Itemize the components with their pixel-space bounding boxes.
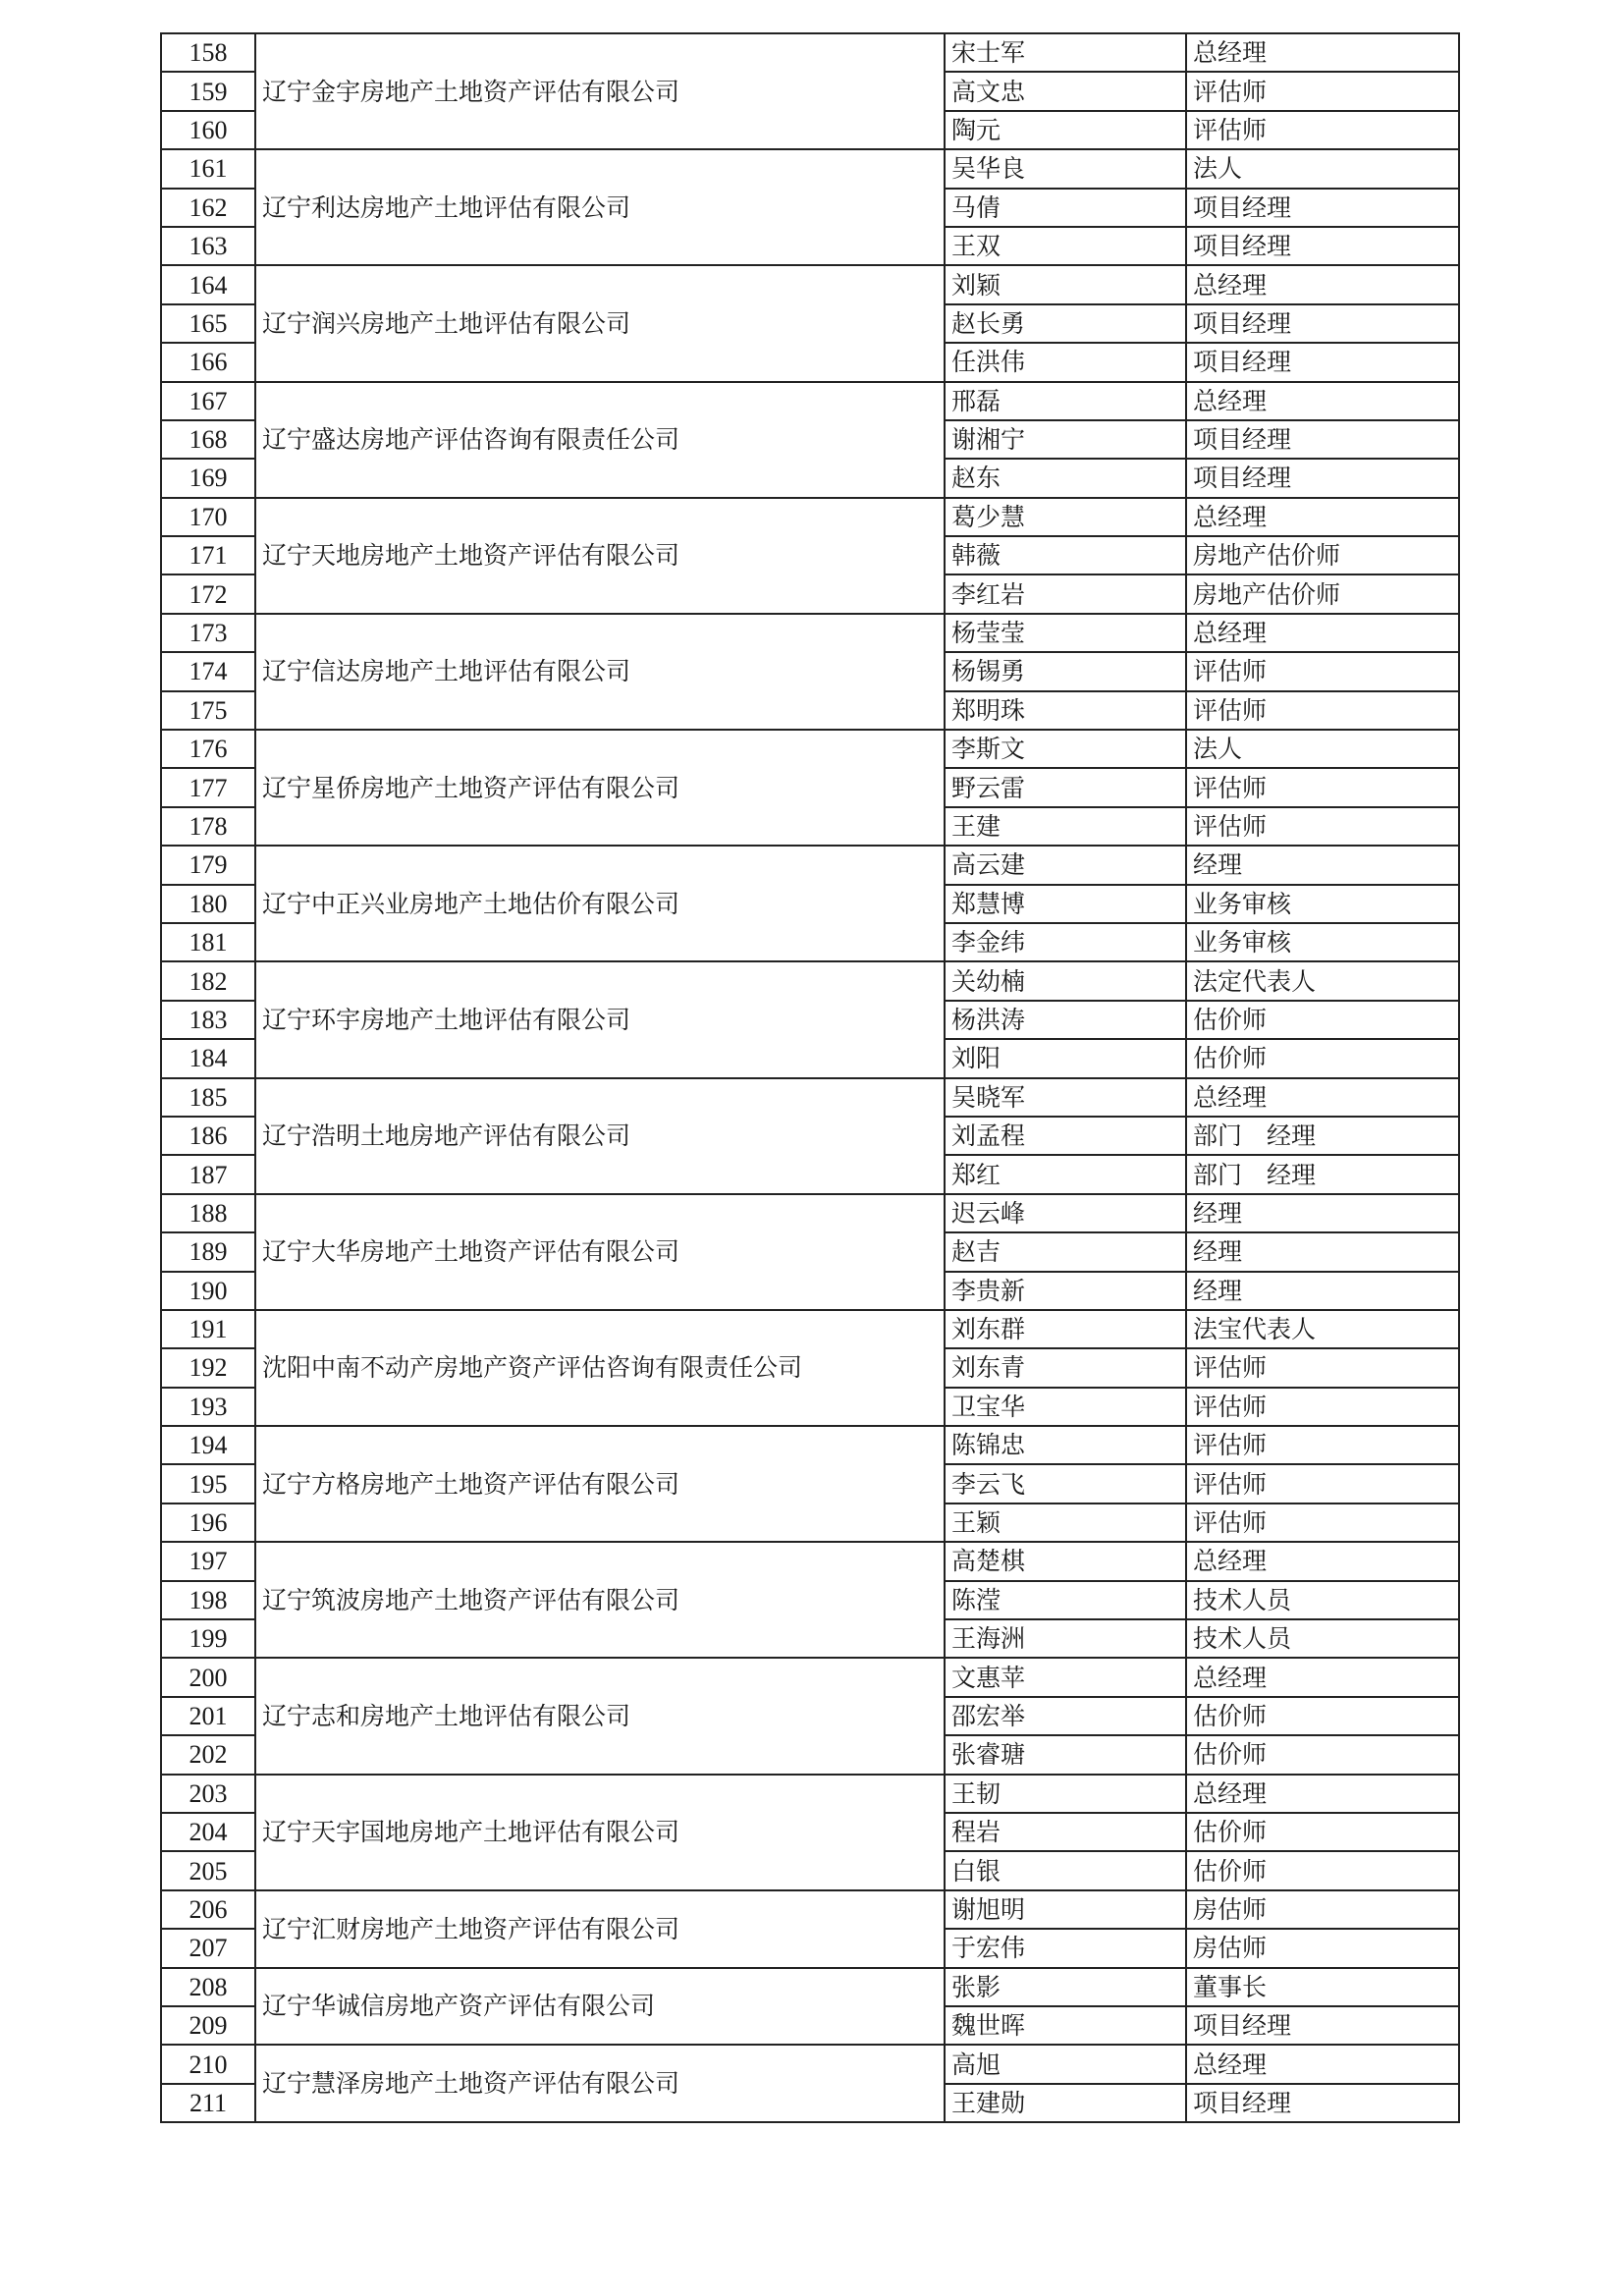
person-name: 王建勋 [945,2084,1186,2122]
row-number: 196 [161,1503,255,1542]
company-name: 辽宁汇财房地产土地资产评估有限公司 [255,1890,945,1968]
position: 评估师 [1186,111,1459,149]
table-row [161,265,1459,303]
person-name: 关幼楠 [945,961,1186,1000]
person-name: 马倩 [945,189,1186,227]
company-name: 辽宁浩明土地房地产评估有限公司 [255,1078,945,1194]
position: 部门 经理 [1186,1117,1459,1155]
row-number: 197 [161,1542,255,1580]
position: 总经理 [1186,382,1459,420]
person-name: 高云建 [945,846,1186,884]
position: 总经理 [1186,498,1459,536]
person-name: 李金纬 [945,923,1186,961]
company-name: 辽宁星侨房地产土地资产评估有限公司 [255,730,945,846]
person-name: 陈锦忠 [945,1426,1186,1464]
company-name: 辽宁志和房地产土地评估有限公司 [255,1658,945,1774]
row-number: 167 [161,382,255,420]
row-number: 184 [161,1039,255,1077]
position: 估价师 [1186,1851,1459,1889]
position: 评估师 [1186,1388,1459,1426]
position: 项目经理 [1186,420,1459,459]
row-number: 179 [161,846,255,884]
person-name: 李斯文 [945,730,1186,768]
row-number: 186 [161,1117,255,1155]
row-number: 202 [161,1735,255,1774]
person-name: 李贵新 [945,1272,1186,1310]
company-name: 沈阳中南不动产房地产资产评估咨询有限责任公司 [255,1310,945,1426]
row-number: 188 [161,1194,255,1232]
person-name: 宋士军 [945,33,1186,72]
row-number: 187 [161,1155,255,1193]
position: 评估师 [1186,1426,1459,1464]
row-number: 190 [161,1272,255,1310]
person-name: 高楚棋 [945,1542,1186,1580]
person-name: 刘东群 [945,1310,1186,1348]
position: 总经理 [1186,1658,1459,1696]
row-number: 203 [161,1775,255,1813]
row-number: 210 [161,2045,255,2083]
position: 业务审核 [1186,923,1459,961]
person-name: 杨莹莹 [945,614,1186,652]
table-row [161,1890,1459,1929]
row-number: 165 [161,304,255,343]
person-name: 卫宝华 [945,1388,1186,1426]
position: 估价师 [1186,1001,1459,1039]
row-number: 209 [161,2006,255,2045]
row-number: 173 [161,614,255,652]
row-number: 189 [161,1232,255,1271]
person-name: 谢旭明 [945,1890,1186,1929]
position: 部门 经理 [1186,1155,1459,1193]
row-number: 161 [161,149,255,188]
person-name: 赵吉 [945,1232,1186,1271]
position: 估价师 [1186,1697,1459,1735]
position: 评估师 [1186,1503,1459,1542]
company-name: 辽宁信达房地产土地评估有限公司 [255,614,945,730]
position: 总经理 [1186,2045,1459,2083]
person-name: 程岩 [945,1813,1186,1851]
person-name: 王海洲 [945,1619,1186,1658]
company-name: 辽宁天地房地产土地资产评估有限公司 [255,498,945,614]
person-name: 韩薇 [945,536,1186,574]
row-number: 192 [161,1348,255,1387]
person-name: 郑明珠 [945,691,1186,730]
position: 项目经理 [1186,304,1459,343]
position: 项目经理 [1186,189,1459,227]
person-name: 杨锡勇 [945,652,1186,690]
table-body [161,33,1459,2122]
position: 法宝代表人 [1186,1310,1459,1348]
person-name: 于宏伟 [945,1929,1186,1967]
position: 经理 [1186,1272,1459,1310]
table-row [161,382,1459,420]
row-number: 185 [161,1078,255,1117]
row-number: 198 [161,1581,255,1619]
company-name: 辽宁方格房地产土地资产评估有限公司 [255,1426,945,1542]
position: 总经理 [1186,1078,1459,1117]
row-number: 174 [161,652,255,690]
position: 技术人员 [1186,1619,1459,1658]
company-name: 辽宁天宇国地房地产土地评估有限公司 [255,1775,945,1890]
table-row [161,33,1459,72]
table-row [161,730,1459,768]
row-number: 160 [161,111,255,149]
person-name: 赵东 [945,459,1186,497]
person-name: 王韧 [945,1775,1186,1813]
person-name: 野云雷 [945,768,1186,806]
person-name: 陶元 [945,111,1186,149]
position: 项目经理 [1186,227,1459,265]
position: 经理 [1186,1194,1459,1232]
table-row [161,1426,1459,1464]
position: 法定代表人 [1186,961,1459,1000]
company-name: 辽宁金宇房地产土地资产评估有限公司 [255,33,945,149]
company-name: 辽宁华诚信房地产资产评估有限公司 [255,1968,945,2046]
person-name: 王建 [945,807,1186,846]
person-name: 吴晓军 [945,1078,1186,1117]
position: 总经理 [1186,33,1459,72]
position: 估价师 [1186,1039,1459,1077]
position: 房估师 [1186,1890,1459,1929]
person-name: 高文忠 [945,72,1186,110]
person-name: 郑红 [945,1155,1186,1193]
row-number: 169 [161,459,255,497]
row-number: 201 [161,1697,255,1735]
person-name: 赵长勇 [945,304,1186,343]
table-row [161,1310,1459,1348]
position: 评估师 [1186,1464,1459,1503]
person-name: 王颖 [945,1503,1186,1542]
company-name: 辽宁筑波房地产土地资产评估有限公司 [255,1542,945,1658]
row-number: 208 [161,1968,255,2006]
position: 估价师 [1186,1735,1459,1774]
table-row [161,1658,1459,1696]
position: 评估师 [1186,691,1459,730]
table-row [161,498,1459,536]
position: 房地产估价师 [1186,536,1459,574]
position: 评估师 [1186,652,1459,690]
row-number: 180 [161,885,255,923]
position: 项目经理 [1186,459,1459,497]
personnel-table [160,32,1460,2123]
row-number: 158 [161,33,255,72]
table-row [161,1078,1459,1117]
person-name: 陈滢 [945,1581,1186,1619]
person-name: 邢磊 [945,382,1186,420]
position: 经理 [1186,846,1459,884]
position: 项目经理 [1186,2084,1459,2122]
person-name: 李红岩 [945,574,1186,613]
person-name: 任洪伟 [945,343,1186,381]
position: 估价师 [1186,1813,1459,1851]
person-name: 吴华良 [945,149,1186,188]
person-name: 张影 [945,1968,1186,2006]
position: 董事长 [1186,1968,1459,2006]
position: 总经理 [1186,1542,1459,1580]
row-number: 178 [161,807,255,846]
position: 总经理 [1186,265,1459,303]
position: 法人 [1186,149,1459,188]
table-row [161,1194,1459,1232]
company-name: 辽宁盛达房地产评估咨询有限责任公司 [255,382,945,498]
position: 业务审核 [1186,885,1459,923]
row-number: 195 [161,1464,255,1503]
position: 技术人员 [1186,1581,1459,1619]
person-name: 刘颖 [945,265,1186,303]
table-row [161,614,1459,652]
row-number: 193 [161,1388,255,1426]
position: 评估师 [1186,1348,1459,1387]
row-number: 162 [161,189,255,227]
person-name: 刘孟程 [945,1117,1186,1155]
table-row [161,2045,1459,2083]
person-name: 葛少慧 [945,498,1186,536]
row-number: 207 [161,1929,255,1967]
person-name: 谢湘宁 [945,420,1186,459]
person-name: 杨洪涛 [945,1001,1186,1039]
position: 房估师 [1186,1929,1459,1967]
row-number: 211 [161,2084,255,2122]
position: 房地产估价师 [1186,574,1459,613]
row-number: 200 [161,1658,255,1696]
position: 总经理 [1186,614,1459,652]
table-row [161,1775,1459,1813]
row-number: 204 [161,1813,255,1851]
person-name: 邵宏举 [945,1697,1186,1735]
row-number: 199 [161,1619,255,1658]
person-name: 魏世晖 [945,2006,1186,2045]
position: 项目经理 [1186,2006,1459,2045]
table-row [161,1968,1459,2006]
company-name: 辽宁利达房地产土地评估有限公司 [255,149,945,265]
row-number: 171 [161,536,255,574]
table-row [161,961,1459,1000]
company-name: 辽宁中正兴业房地产土地估价有限公司 [255,846,945,961]
row-number: 205 [161,1851,255,1889]
row-number: 163 [161,227,255,265]
company-name: 辽宁慧泽房地产土地资产评估有限公司 [255,2045,945,2122]
position: 经理 [1186,1232,1459,1271]
table-row [161,846,1459,884]
position: 项目经理 [1186,343,1459,381]
row-number: 183 [161,1001,255,1039]
position: 总经理 [1186,1775,1459,1813]
company-name: 辽宁润兴房地产土地评估有限公司 [255,265,945,381]
person-name: 张睿瑭 [945,1735,1186,1774]
company-name: 辽宁环宇房地产土地评估有限公司 [255,961,945,1077]
person-name: 文惠苹 [945,1658,1186,1696]
person-name: 郑慧博 [945,885,1186,923]
person-name: 李云飞 [945,1464,1186,1503]
row-number: 206 [161,1890,255,1929]
position: 法人 [1186,730,1459,768]
table-row [161,149,1459,188]
position: 评估师 [1186,807,1459,846]
row-number: 159 [161,72,255,110]
row-number: 181 [161,923,255,961]
person-name: 刘东青 [945,1348,1186,1387]
table-row [161,1542,1459,1580]
row-number: 175 [161,691,255,730]
row-number: 176 [161,730,255,768]
row-number: 166 [161,343,255,381]
position: 评估师 [1186,72,1459,110]
person-name: 白银 [945,1851,1186,1889]
row-number: 194 [161,1426,255,1464]
row-number: 177 [161,768,255,806]
person-name: 刘阳 [945,1039,1186,1077]
row-number: 168 [161,420,255,459]
person-name: 王双 [945,227,1186,265]
row-number: 170 [161,498,255,536]
row-number: 172 [161,574,255,613]
person-name: 高旭 [945,2045,1186,2083]
row-number: 182 [161,961,255,1000]
company-name: 辽宁大华房地产土地资产评估有限公司 [255,1194,945,1310]
row-number: 191 [161,1310,255,1348]
person-name: 迟云峰 [945,1194,1186,1232]
row-number: 164 [161,265,255,303]
position: 评估师 [1186,768,1459,806]
